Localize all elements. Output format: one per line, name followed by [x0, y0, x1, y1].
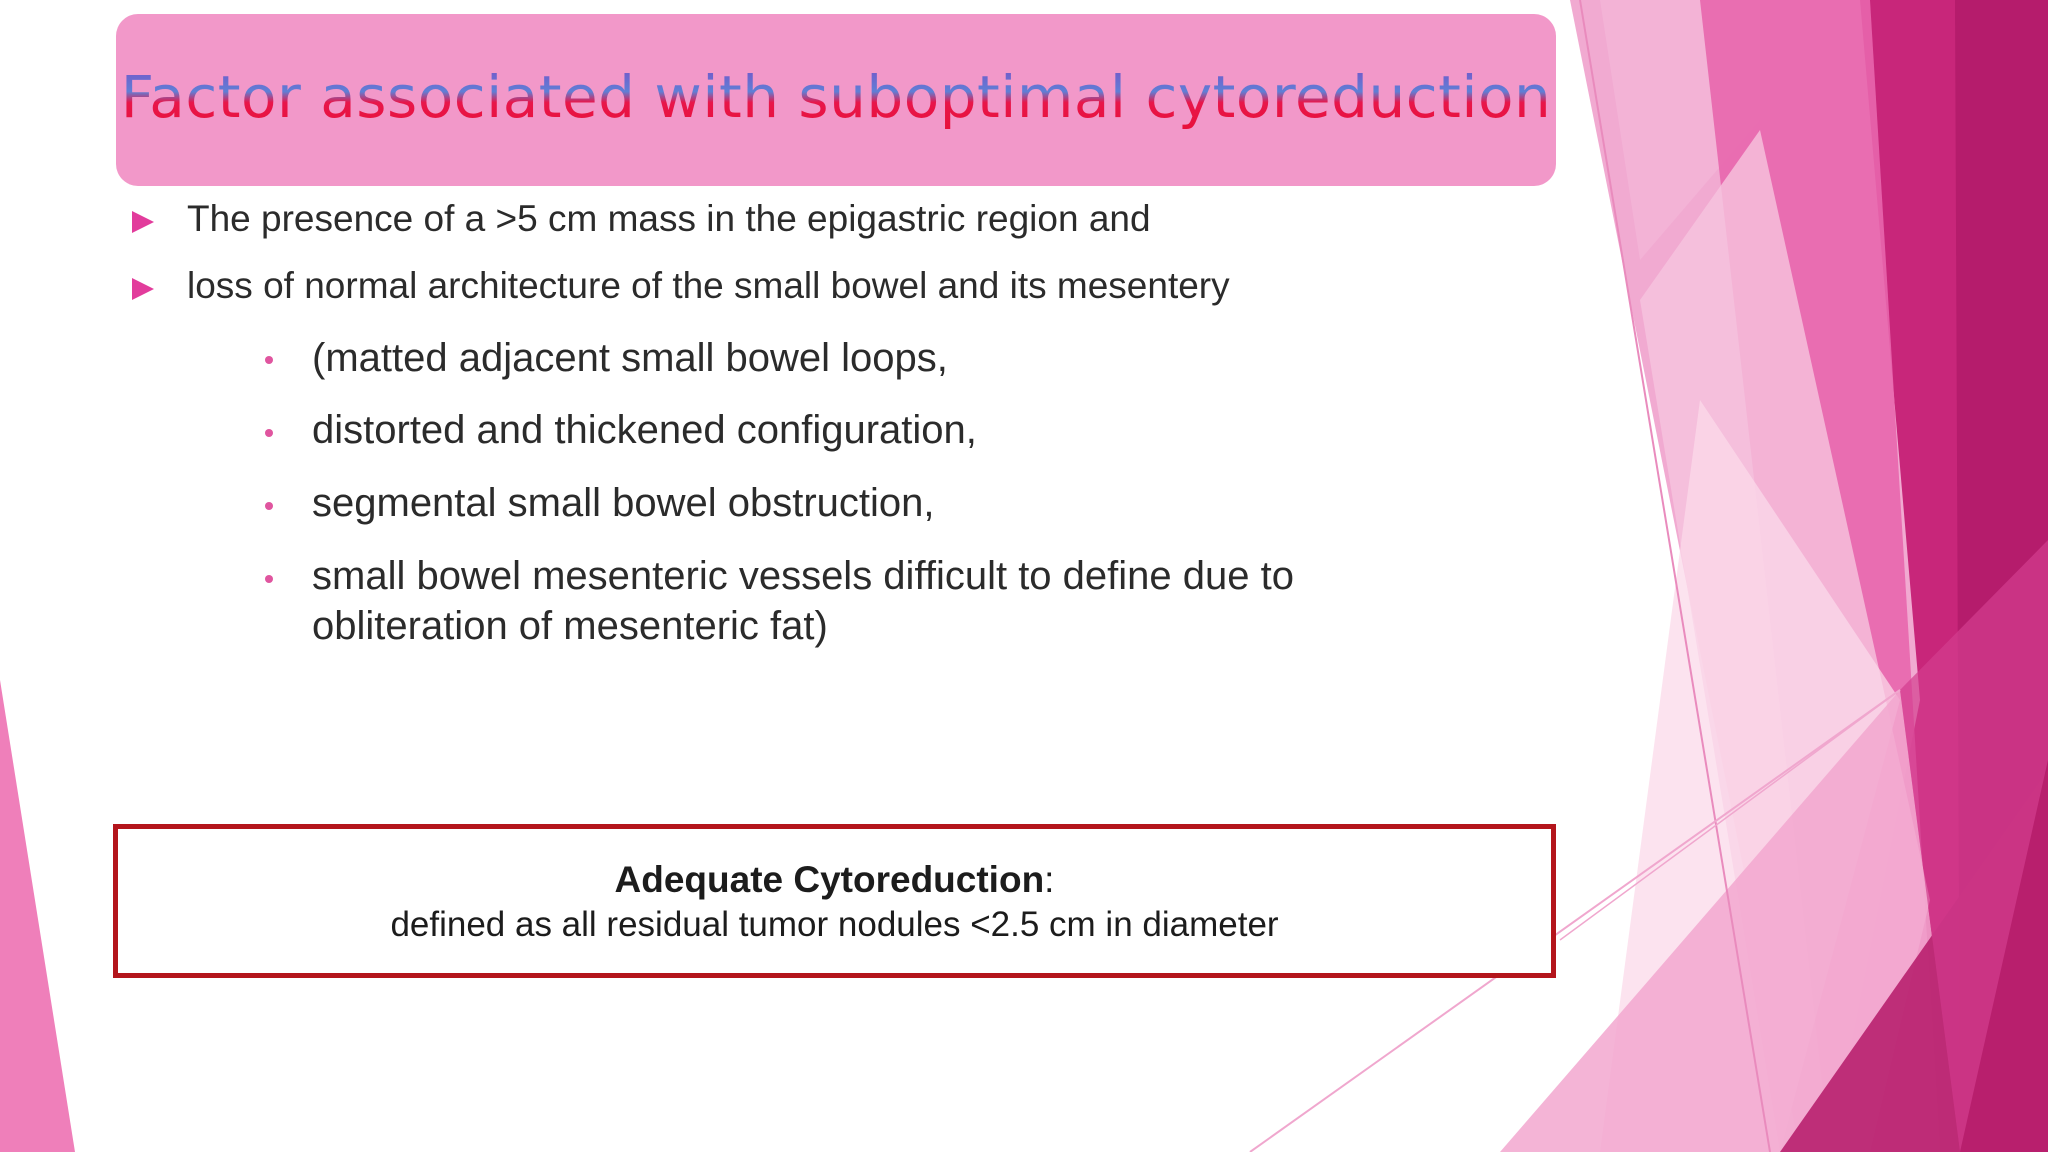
slide-title: Factor associated with suboptimal cytoreduction [120, 63, 1552, 131]
sub-bullet-item: distorted and thickened configuration, [312, 408, 977, 452]
triangle-right-icon [132, 211, 154, 233]
small-dot-icon [265, 575, 273, 583]
callout-heading-bold: Adequate Cytoreduction [614, 859, 1045, 900]
small-dot-icon [265, 429, 273, 437]
sub-bullet-item: small bowel mesenteric vessels difficult to define due to obliteration of mesenteric fat) [312, 554, 1294, 648]
small-dot-icon [265, 356, 273, 364]
callout-colon: : [1044, 859, 1055, 900]
callout-definition: defined as all residual tumor nodules <2.5 cm in diameter [390, 905, 1279, 944]
small-dot-icon [265, 502, 273, 510]
bullet-item: The presence of a >5 cm mass in the epigastric region and [187, 198, 1151, 239]
sub-bullet-item: (matted adjacent small bowel loops, [312, 336, 948, 380]
title-banner [116, 14, 1556, 186]
bullet-item: loss of normal architecture of the small bowel and its mesentery [187, 265, 1230, 306]
callout-heading [118, 859, 1551, 901]
definition-callout [113, 824, 1556, 978]
triangle-right-icon [132, 278, 154, 300]
sub-bullet-item: segmental small bowel obstruction, [312, 481, 935, 525]
